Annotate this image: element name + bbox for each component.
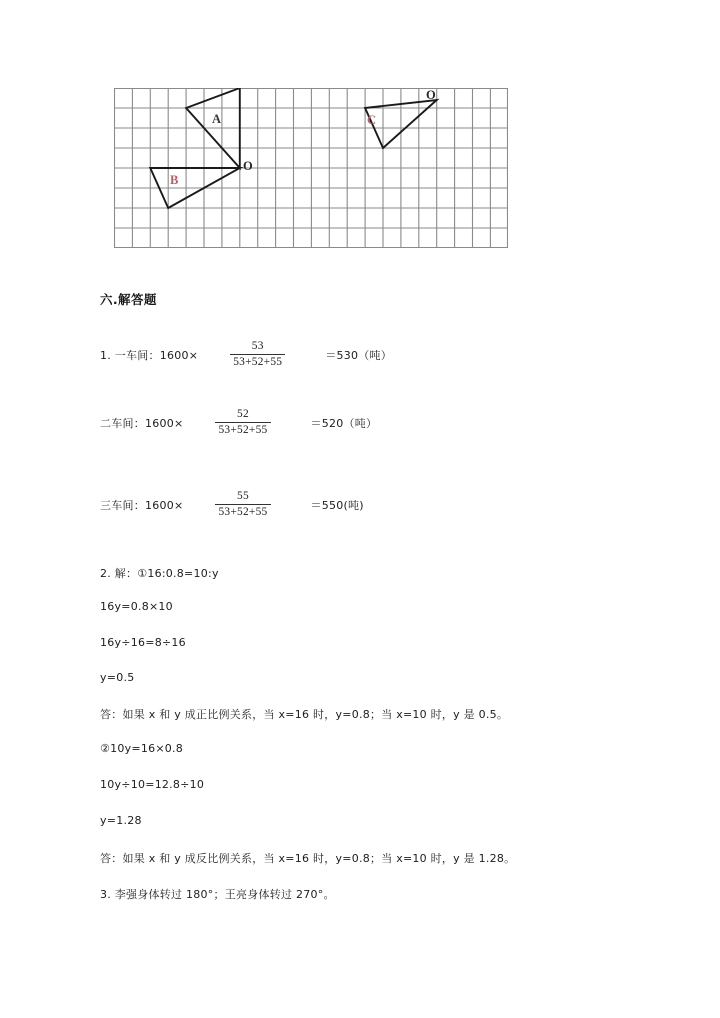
origin-label-right: O: [426, 88, 436, 102]
grid-canvas: [114, 88, 508, 248]
equation-row-workshop-3: [100, 490, 364, 519]
fraction-numerator: 53: [251, 340, 264, 352]
eq-lead-3: 三车间：1600×: [100, 498, 184, 512]
problem2-answer-inverse: 答：如果 x 和 y 成反比例关系，当 x=16 时，y=0.8；当 x=10 时，y 是 1.28。: [100, 852, 516, 865]
problem2-line-1: 2. 解：①16:0.8=10:y: [100, 567, 219, 580]
problem2-line-4: y=0.5: [100, 671, 135, 684]
eq-tail-3: ＝550(吨): [310, 498, 364, 512]
eq-lead-2: 二车间：1600×: [100, 416, 184, 430]
problem2-line-7: y=1.28: [100, 814, 142, 827]
problem3-line: 3. 李强身体转过 180°；王亮身体转过 270°。: [100, 888, 335, 901]
fraction-numerator: 52: [237, 408, 249, 420]
fraction-denominator: 53+52+55: [215, 504, 270, 519]
problem2-line-6: 10y÷10=12.8÷10: [100, 778, 205, 791]
eq-tail-1: ＝530（吨）: [325, 348, 392, 362]
shape-label-b: B: [170, 173, 179, 187]
equation-row-workshop-2: [100, 408, 377, 437]
equation-row-workshop-1: [100, 340, 392, 369]
origin-label-left: O: [243, 159, 253, 173]
fraction-3: [215, 490, 270, 519]
fraction-denominator: 53+52+55: [215, 422, 270, 437]
fraction-denominator: 53+52+55: [230, 354, 285, 369]
shape-label-c: C: [367, 113, 377, 127]
eq-tail-2: ＝520（吨）: [310, 416, 378, 430]
problem2-line-5: ②10y=16×0.8: [100, 742, 184, 755]
shape-label-a: A: [212, 112, 222, 126]
problem2-line-3: 16y÷16=8÷16: [100, 636, 186, 649]
eq-lead-1: 1. 一车间：1600×: [100, 348, 199, 362]
problem2-line-2: 16y=0.8×10: [100, 600, 173, 613]
section-heading: 六.解答题: [100, 292, 157, 307]
fraction-2: [215, 408, 270, 437]
fraction-numerator: 55: [237, 490, 249, 502]
problem2-answer-direct: 答：如果 x 和 y 成正比例关系，当 x=16 时，y=0.8；当 x=10 时，y 是 0.5。: [100, 708, 509, 721]
fraction-1: [230, 340, 285, 369]
geometry-figure: [114, 88, 508, 248]
